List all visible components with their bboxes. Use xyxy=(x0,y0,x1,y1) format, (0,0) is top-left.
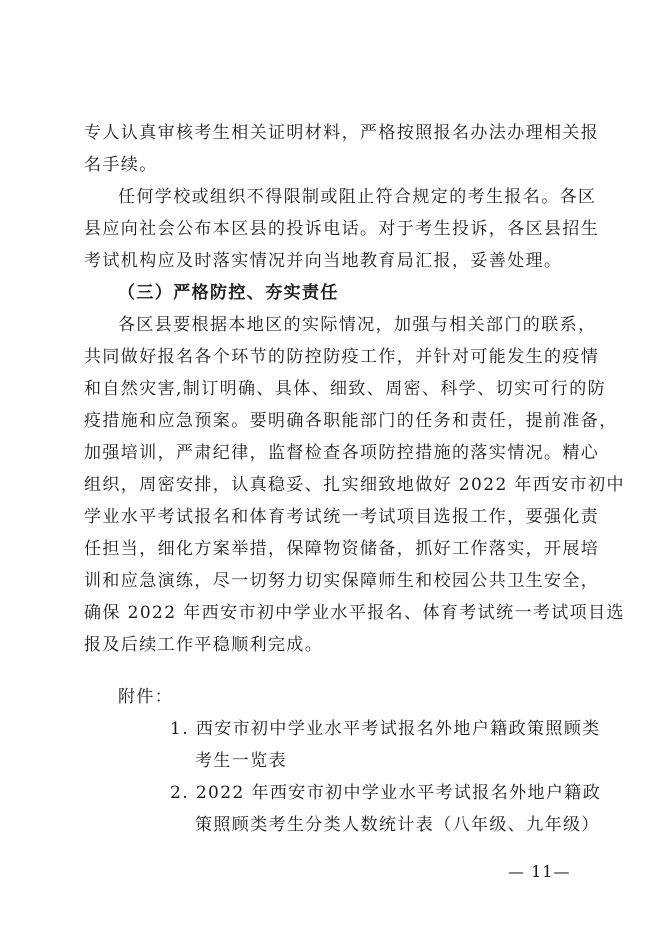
paragraph-3-line-2: 共同做好报名各个环节的防控防疫工作，并针对可能发生的疫情 xyxy=(84,347,600,367)
paragraph-2-line-1: 任何学校或组织不得限制或阻止符合规定的考生报名。各区 xyxy=(118,187,597,207)
paragraph-2-line-2: 县应向社会公布本区县的投诉电话。对于考生投诉，各区县招生 xyxy=(84,219,600,239)
paragraph-3-line-4: 疫措施和应急预案。要明确各职能部门的任务和责任，提前准备， xyxy=(84,411,618,431)
paragraph-3-line-3: 和自然灾害,制订明确、具体、细致、周密、科学、切实可行的防 xyxy=(84,379,607,399)
attachment-1-line-1: 1. 西安市初中学业水平考试报名外地户籍政策照顾类 xyxy=(170,719,601,739)
paragraph-3-line-1: 各区县要根据本地区的实际情况，加强与相关部门的联系， xyxy=(118,315,597,335)
paragraph-3-line-6: 组织，周密安排，认真稳妥、扎实细致地做好 2022 年西安市初中 xyxy=(84,475,625,495)
paragraph-3-line-8: 任担当，细化方案举措，保障物资储备，抓好工作落实，开展培 xyxy=(84,539,600,559)
attachments-label: 附件： xyxy=(118,687,174,707)
paragraph-3-line-7: 学业水平考试报名和体育考试统一考试项目选报工作，要强化责 xyxy=(84,507,600,527)
paragraph-2-line-3: 考试机构应及时落实情况并向当地教育局汇报，妥善处理。 xyxy=(84,251,563,271)
paragraph-3-line-11: 报及后续工作平稳顺利完成。 xyxy=(84,635,324,655)
paragraph-1-line-1: 专人认真审核考生相关证明材料，严格按照报名办法办理相关报 xyxy=(84,123,600,143)
paragraph-1-line-2: 名手续。 xyxy=(84,155,158,175)
attachment-2-line-1: 2. 2022 年西安市初中学业水平考试报名外地户籍政 xyxy=(170,783,602,803)
paragraph-3-line-5: 加强培训，严肃纪律，监督检查各项防控措施的落实情况。精心 xyxy=(84,443,600,463)
section-heading: （三）严格防控、夯实责任 xyxy=(118,283,339,303)
paragraph-3-line-10: 确保 2022 年西安市初中学业水平报名、体育考试统一考试项目选 xyxy=(84,603,625,623)
page-number: — 11— xyxy=(508,862,571,881)
attachment-2-line-2: 策照顾类考生分类人数统计表（八年级、九年级） xyxy=(195,815,600,835)
attachment-1-line-2: 考生一览表 xyxy=(195,751,287,771)
paragraph-3-line-9: 训和应急演练，尽一切努力切实保障师生和校园公共卫生安全， xyxy=(84,571,600,591)
